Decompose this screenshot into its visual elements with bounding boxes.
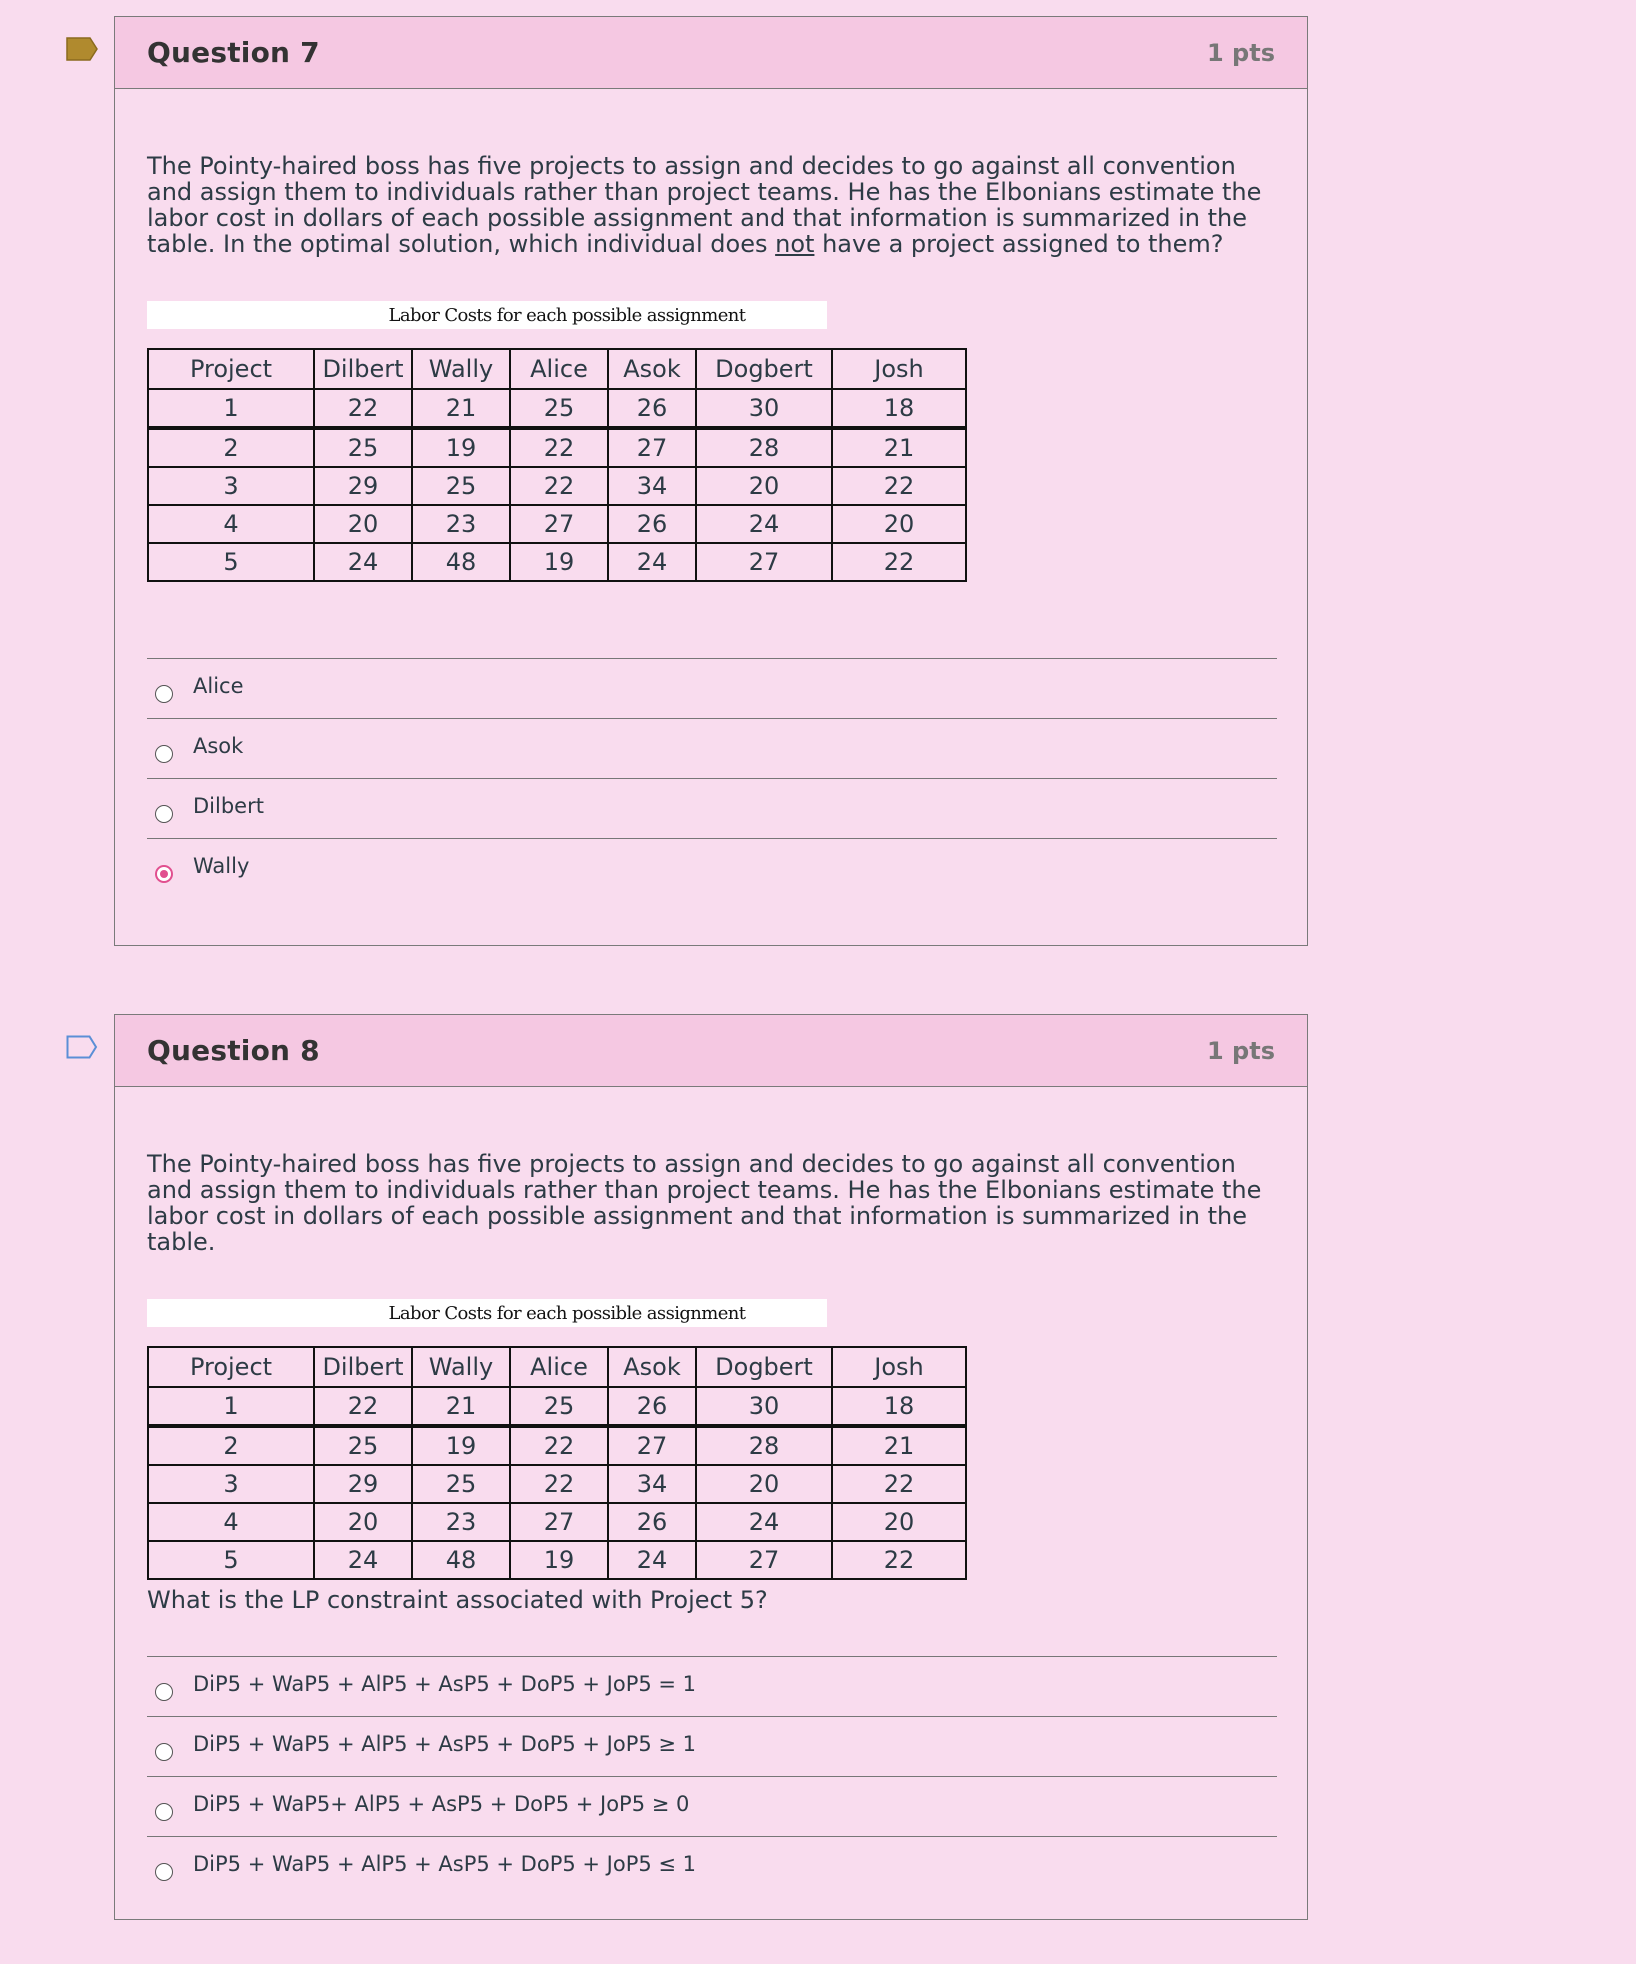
radio-button[interactable] [155, 685, 173, 703]
answer-label[interactable]: Dilbert [193, 793, 264, 818]
table-cell: 26 [608, 1387, 696, 1426]
question-body [115, 89, 1307, 938]
table-header-cell: Asok [608, 1347, 696, 1387]
question-text: The Pointy-haired boss has five projects to assign and decides to go against all convention and assign them to individuals rather than project teams. He has the Elbonians estimate the labor cost in dollars of each possible assignment and that information is summarized in the table. In the optimal solution, which individual does not have a project assigned to them? [147, 152, 1262, 258]
table-cell: 29 [314, 467, 412, 505]
table-header-cell: Josh [832, 1347, 966, 1387]
answer-option[interactable] [147, 1656, 1277, 1716]
answer-label[interactable]: DiP5 + WaP5+ AlP5 + AsP5 + DoP5 + JoP5 ≥ 0 [193, 1791, 690, 1816]
table-cell: 27 [510, 505, 608, 543]
question-header [115, 17, 1307, 89]
answer-option[interactable] [147, 718, 1277, 778]
answer-label[interactable]: DiP5 + WaP5 + AlP5 + AsP5 + DoP5 + JoP5 ≥ 1 [193, 1731, 697, 1756]
table-cell: 25 [510, 1387, 608, 1426]
table-row [148, 1426, 966, 1465]
radio-button[interactable] [155, 745, 173, 763]
table-cell: 22 [314, 1387, 412, 1426]
table-header-cell: Josh [832, 349, 966, 389]
answer-option[interactable] [147, 1716, 1277, 1776]
table-header-cell: Project [148, 1347, 314, 1387]
table-cell: 27 [608, 428, 696, 467]
table-cell: 48 [412, 543, 510, 581]
table-header-cell: Wally [412, 1347, 510, 1387]
table-cell: 22 [510, 1465, 608, 1503]
table-header-cell: Alice [510, 1347, 608, 1387]
table-cell: 22 [832, 1465, 966, 1503]
radio-button[interactable] [155, 1803, 173, 1821]
table-cell: 30 [696, 1387, 832, 1426]
table-cell: 19 [510, 543, 608, 581]
table-cell: 22 [510, 467, 608, 505]
question-8 [114, 1014, 1308, 1920]
question-points: 1 pts [1207, 38, 1275, 67]
table-row [148, 428, 966, 467]
table-row [148, 1503, 966, 1541]
answer-option[interactable] [147, 838, 1277, 898]
table-cell: 28 [696, 428, 832, 467]
table-cell: 19 [412, 428, 510, 467]
table-cell: 29 [314, 1465, 412, 1503]
answer-label[interactable]: DiP5 + WaP5 + AlP5 + AsP5 + DoP5 + JoP5 = 1 [193, 1671, 697, 1696]
table-cell: 4 [148, 505, 314, 543]
table-cell: 2 [148, 1426, 314, 1465]
table-cell: 23 [412, 505, 510, 543]
table-cell: 3 [148, 467, 314, 505]
underlined-word: not [775, 230, 815, 258]
answer-list [147, 658, 1277, 898]
table-row [148, 389, 966, 428]
labor-cost-table [147, 348, 967, 582]
table-row [148, 543, 966, 581]
table-cell: 5 [148, 543, 314, 581]
table-cell: 24 [314, 1541, 412, 1579]
table-cell: 24 [608, 543, 696, 581]
question-title: Question 7 [147, 36, 320, 69]
table-cell: 21 [412, 1387, 510, 1426]
table-cell: 22 [832, 467, 966, 505]
table-cell: 27 [696, 1541, 832, 1579]
table-header-row [148, 1347, 966, 1387]
table-cell: 22 [832, 543, 966, 581]
question-body [115, 1087, 1307, 1936]
table-cell: 24 [696, 1503, 832, 1541]
table-cell: 21 [832, 428, 966, 467]
table-cell: 20 [832, 1503, 966, 1541]
table-caption: Labor Costs for each possible assignment [147, 301, 827, 329]
question-prompt: What is the LP constraint associated with Project 5? [147, 1586, 768, 1614]
answer-label[interactable]: DiP5 + WaP5 + AlP5 + AsP5 + DoP5 + JoP5 ≤ 1 [193, 1851, 697, 1876]
table-header-row [148, 349, 966, 389]
question-text: The Pointy-haired boss has five projects to assign and decides to go against all convention and assign them to individuals rather than project teams. He has the Elbonians estimate the labor cost in dollars of each possible assignment and that information is summarized in the table. [147, 1150, 1262, 1256]
answer-option[interactable] [147, 778, 1277, 838]
table-cell: 22 [832, 1541, 966, 1579]
table-header-cell: Asok [608, 349, 696, 389]
answer-option[interactable] [147, 1776, 1277, 1836]
flag-outline-icon[interactable] [66, 1035, 98, 1059]
radio-button[interactable] [155, 1743, 173, 1761]
table-cell: 18 [832, 389, 966, 428]
question-points: 1 pts [1207, 1036, 1275, 1065]
answer-list [147, 1656, 1277, 1896]
table-header-cell: Dilbert [314, 1347, 412, 1387]
table-cell: 27 [608, 1426, 696, 1465]
table-cell: 3 [148, 1465, 314, 1503]
table-row [148, 505, 966, 543]
answer-label[interactable]: Alice [193, 673, 244, 698]
table-cell: 18 [832, 1387, 966, 1426]
question-header [115, 1015, 1307, 1087]
table-cell: 26 [608, 1503, 696, 1541]
table-cell: 22 [314, 389, 412, 428]
table-header-cell: Project [148, 349, 314, 389]
answer-label[interactable]: Wally [193, 853, 250, 878]
table-row [148, 467, 966, 505]
table-cell: 20 [314, 1503, 412, 1541]
table-cell: 25 [314, 1426, 412, 1465]
table-cell: 21 [832, 1426, 966, 1465]
table-cell: 20 [696, 467, 832, 505]
table-cell: 5 [148, 1541, 314, 1579]
table-header-cell: Alice [510, 349, 608, 389]
table-cell: 4 [148, 1503, 314, 1541]
answer-label[interactable]: Asok [193, 733, 244, 758]
table-cell: 25 [510, 389, 608, 428]
table-cell: 27 [696, 543, 832, 581]
table-header-cell: Dilbert [314, 349, 412, 389]
table-cell: 1 [148, 389, 314, 428]
table-row [148, 1541, 966, 1579]
table-cell: 25 [314, 428, 412, 467]
table-cell: 22 [510, 1426, 608, 1465]
radio-button-selected[interactable] [155, 865, 173, 883]
table-cell: 1 [148, 1387, 314, 1426]
table-cell: 19 [510, 1541, 608, 1579]
table-header-cell: Dogbert [696, 1347, 832, 1387]
table-row [148, 1465, 966, 1503]
table-cell: 25 [412, 467, 510, 505]
table-cell: 27 [510, 1503, 608, 1541]
table-cell: 21 [412, 389, 510, 428]
table-cell: 19 [412, 1426, 510, 1465]
table-cell: 34 [608, 1465, 696, 1503]
table-cell: 26 [608, 389, 696, 428]
table-cell: 30 [696, 389, 832, 428]
table-cell: 20 [314, 505, 412, 543]
question-title: Question 8 [147, 1034, 320, 1067]
table-cell: 48 [412, 1541, 510, 1579]
table-header-cell: Dogbert [696, 349, 832, 389]
radio-button[interactable] [155, 1683, 173, 1701]
question-7 [114, 16, 1308, 946]
table-cell: 20 [832, 505, 966, 543]
table-caption: Labor Costs for each possible assignment [147, 1299, 827, 1327]
table-cell: 20 [696, 1465, 832, 1503]
answer-option[interactable] [147, 1836, 1277, 1896]
flag-icon[interactable] [66, 37, 98, 61]
table-cell: 23 [412, 1503, 510, 1541]
table-cell: 24 [696, 505, 832, 543]
answer-option[interactable] [147, 658, 1277, 718]
table-row [148, 1387, 966, 1426]
table-cell: 34 [608, 467, 696, 505]
table-header-cell: Wally [412, 349, 510, 389]
table-cell: 24 [314, 543, 412, 581]
table-cell: 25 [412, 1465, 510, 1503]
labor-cost-table [147, 1346, 967, 1580]
radio-button[interactable] [155, 1863, 173, 1881]
radio-button[interactable] [155, 805, 173, 823]
table-cell: 24 [608, 1541, 696, 1579]
table-cell: 2 [148, 428, 314, 467]
table-cell: 22 [510, 428, 608, 467]
table-cell: 26 [608, 505, 696, 543]
table-cell: 28 [696, 1426, 832, 1465]
